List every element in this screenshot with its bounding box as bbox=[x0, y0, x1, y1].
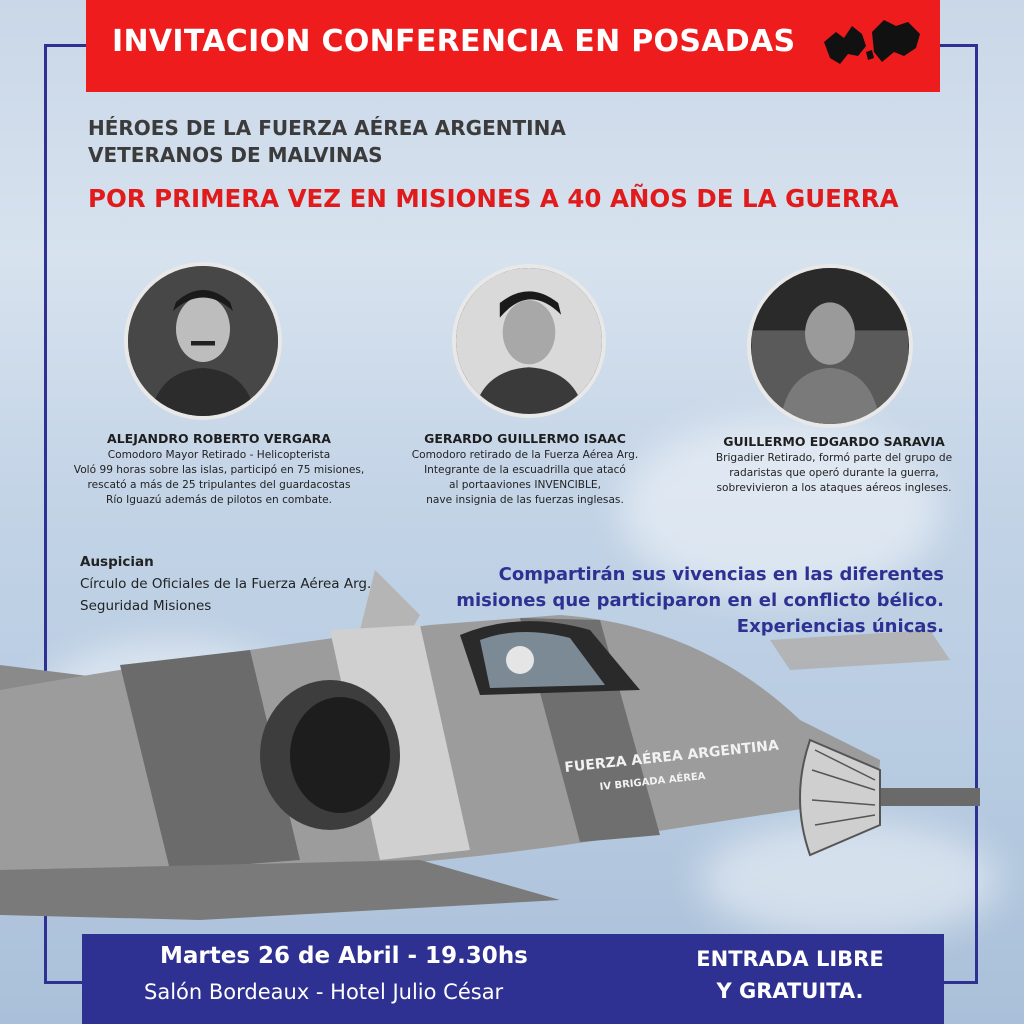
speaker-name-2: GERARDO GUILLERMO ISAAC bbox=[424, 431, 626, 446]
sponsors-title: Auspician bbox=[80, 554, 154, 570]
speaker-desc-3: Brigadier Retirado, formó parte del grupo de radaristas que operó durante la guerra, sobrevivieron a los ataques aéreos ingleses. bbox=[715, 452, 953, 494]
banner-title: INVITACION CONFERENCIA EN POSADAS bbox=[112, 24, 796, 59]
event-place: Salón Bordeaux - Hotel Julio César bbox=[144, 980, 504, 1004]
fuselage-subtext: IV BRIGADA AÉREA bbox=[599, 770, 707, 793]
sponsor-item: Seguridad Misiones bbox=[80, 598, 212, 614]
speaker-photo-isaac bbox=[452, 264, 606, 418]
entry-notice: ENTRADA LIBRE Y GRATUITA. bbox=[696, 947, 884, 1003]
speaker-name-3: GUILLERMO EDGARDO SARAVIA bbox=[723, 434, 945, 449]
malvinas-islands-icon bbox=[818, 12, 928, 80]
heading-highlight: POR PRIMERA VEZ EN MISIONES A 40 AÑOS DE LA GUERRA bbox=[88, 184, 899, 213]
share-message: Compartirán sus vivencias en las diferentes misiones que participaron en el conflicto bélico. Experiencias únicas. bbox=[456, 564, 944, 637]
sponsor-item: Círculo de Oficiales de la Fuerza Aérea Arg. bbox=[80, 576, 372, 592]
speaker-desc-1: Comodoro Mayor Retirado - Helicopterista Voló 99 horas sobre las islas, participó en 75 misiones, rescató a más de 25 tripulantes del guardacostas Río Iguazú además de pilotos en combate. bbox=[73, 449, 365, 506]
heading-line1: HÉROES DE LA FUERZA AÉREA ARGENTINA bbox=[88, 116, 566, 140]
event-date: Martes 26 de Abril - 19.30hs bbox=[160, 943, 528, 969]
speaker-photo-vergara bbox=[124, 262, 282, 420]
speaker-photo-saravia bbox=[747, 264, 913, 428]
fuselage-text: FUERZA AÉREA ARGENTINA bbox=[563, 737, 780, 776]
speaker-name-1: ALEJANDRO ROBERTO VERGARA bbox=[107, 431, 331, 446]
heading-line2: VETERANOS DE MALVINAS bbox=[88, 143, 383, 167]
speaker-desc-2: Comodoro retirado de la Fuerza Aérea Arg. Integrante de la escuadrilla que atacó al portaaviones INVENCIBLE, nave insignia de las fuerzas inglesas. bbox=[411, 449, 639, 506]
